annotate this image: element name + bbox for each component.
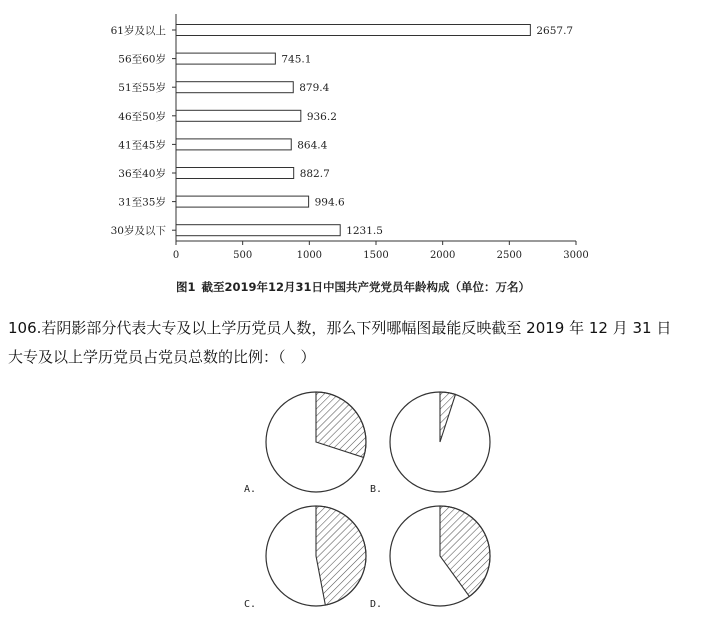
question-line-2: 大专及以上学历党员占党员总数的比例：（ ） [8, 348, 316, 366]
x-tick-label: 1000 [296, 250, 323, 261]
chart-caption [0, 279, 712, 295]
caption-label: 图1 [175, 280, 196, 294]
option-c-pie[interactable] [256, 498, 376, 618]
bar-value-label: 882.7 [299, 168, 330, 180]
x-tick-label: 1500 [363, 250, 389, 261]
category-label: 51至55岁 [118, 82, 166, 95]
x-tick-label: 3000 [563, 250, 589, 261]
bar-value-label: 745.1 [281, 53, 312, 66]
option-a-pie[interactable] [256, 384, 376, 504]
bar [176, 225, 340, 236]
x-tick-label: 2500 [496, 250, 523, 261]
bar [176, 25, 530, 36]
option-b-pie[interactable] [380, 384, 500, 504]
option-b-label: B. [370, 484, 383, 495]
bar [176, 82, 293, 93]
category-label: 31至35岁 [118, 196, 166, 209]
bar-value-label: 994.6 [314, 196, 345, 209]
category-label: 41至45岁 [118, 139, 166, 152]
bar-value-label: 879.4 [299, 82, 330, 95]
category-label: 30岁及以下 [110, 225, 166, 238]
category-label: 36至40岁 [118, 168, 166, 180]
option-a-label: A. [244, 484, 257, 495]
bar [176, 53, 275, 64]
bar-value-label: 936.2 [306, 110, 337, 123]
option-d-label: D. [370, 599, 383, 610]
question-line-1: 106.若阴影部分代表大专及以上学历党员人数，那么下列哪幅图最能反映截至 2019 年 12 月 31 日 [8, 319, 672, 337]
bar [176, 168, 294, 179]
bar-value-label: 1231.5 [346, 225, 383, 238]
caption-text: 截至2019年12月31日中国共产党党员年龄构成（单位：万名） [201, 280, 531, 294]
category-label: 46至50岁 [118, 110, 166, 123]
age-bar-chart [0, 0, 712, 275]
category-label: 56至60岁 [118, 53, 166, 66]
bar-value-label: 864.4 [297, 139, 328, 152]
option-c-label: C. [244, 599, 257, 610]
shaded-slice [316, 506, 366, 605]
bar [176, 139, 291, 150]
bar [176, 196, 309, 207]
x-tick-label: 500 [233, 250, 253, 261]
bar-value-label: 2657.7 [536, 25, 574, 37]
option-d-pie[interactable] [380, 498, 500, 618]
x-tick-label: 2000 [429, 250, 456, 261]
bar [176, 110, 301, 121]
x-tick-label: 0 [172, 250, 180, 261]
question-text [8, 314, 708, 372]
category-label: 61岁及以上 [110, 25, 166, 37]
